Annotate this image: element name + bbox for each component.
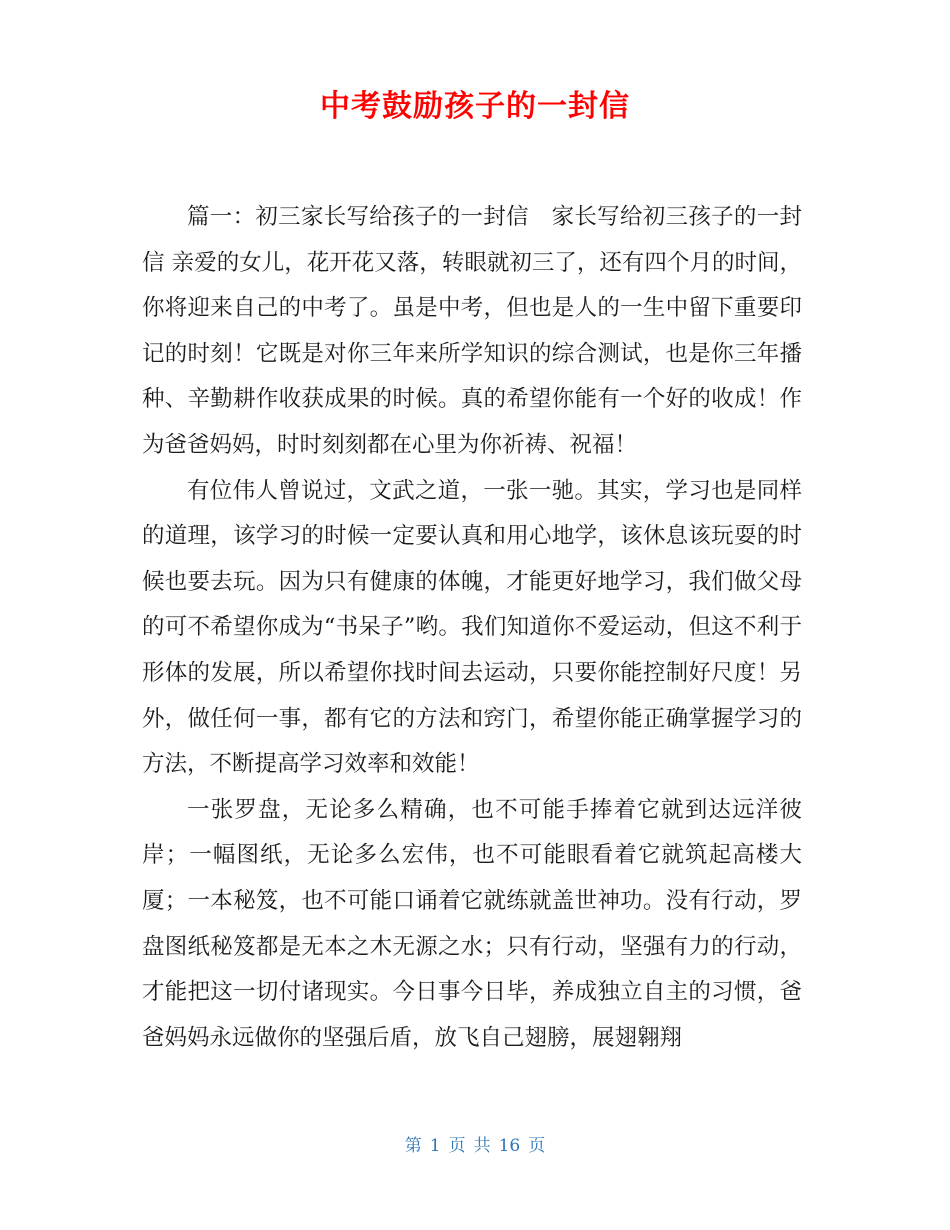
footer-total-word: 共 — [473, 1136, 491, 1156]
document-title: 中考鼓励孩子的一封信 — [320, 89, 630, 124]
paragraph-2: 有位伟人曾说过，文武之道，一张一驰。其实，学习也是同样的道理，该学习的时候一定要认真和用心地学，该休息该玩耍的时候也要去玩。因为只有健康的体魄，才能更好地学习，我们做父母的可不希望你成为“书呆子”哟。我们知道你不爱运动，但这不利于形体的发展，所以希望你找时间去运动，只要你能控制好尺度！另外，做任何一事，都有它的方法和窍门，希望你能正确掌握学习的方法，不断提高学习效率和效能！ — [142, 477, 802, 778]
paragraph-3: 一张罗盘，无论多么精确，也不可能手捧着它就到达远洋彼岸；一幅图纸，无论多么宏伟，也不可能眼看着它就筑起高楼大厦；一本秘笈，也不可能口诵着它就练就盖世神功。没有行动，罗盘图纸秘笈都是无本之木无源之水；只有行动，坚强有力的行动，才能把这一切付诸现实。今日事今日毕，养成独立自主的习惯，爸爸妈妈永远做你的坚强后盾，放飞自己翅膀，展翅翱翔 — [142, 796, 802, 1051]
page-footer — [0, 1133, 950, 1159]
paragraph-1: 篇一：初三家长写给孩子的一封信 家长写给初三孩子的一封信 亲爱的女儿，花开花又落，转眼就初三了，还有四个月的时间，你将迎来自己的中考了。虽是中考，但也是人的一生中留下重要印记的时刻！它既是对你三年来所学知识的综合测试，也是你三年播种、辛勤耕作收获成果的时候。真的希望你能有一个好的收成！作为爸爸妈妈，时时刻刻都在心里为你祈祷、祝福！ — [142, 204, 802, 458]
document-body — [142, 195, 802, 1061]
footer-page-number: 1 — [429, 1136, 441, 1156]
footer-prefix: 第 — [404, 1136, 422, 1156]
footer-total-pages: 16 — [498, 1136, 521, 1156]
footer-page-word: 页 — [448, 1136, 466, 1156]
footer-suffix: 页 — [528, 1136, 546, 1156]
